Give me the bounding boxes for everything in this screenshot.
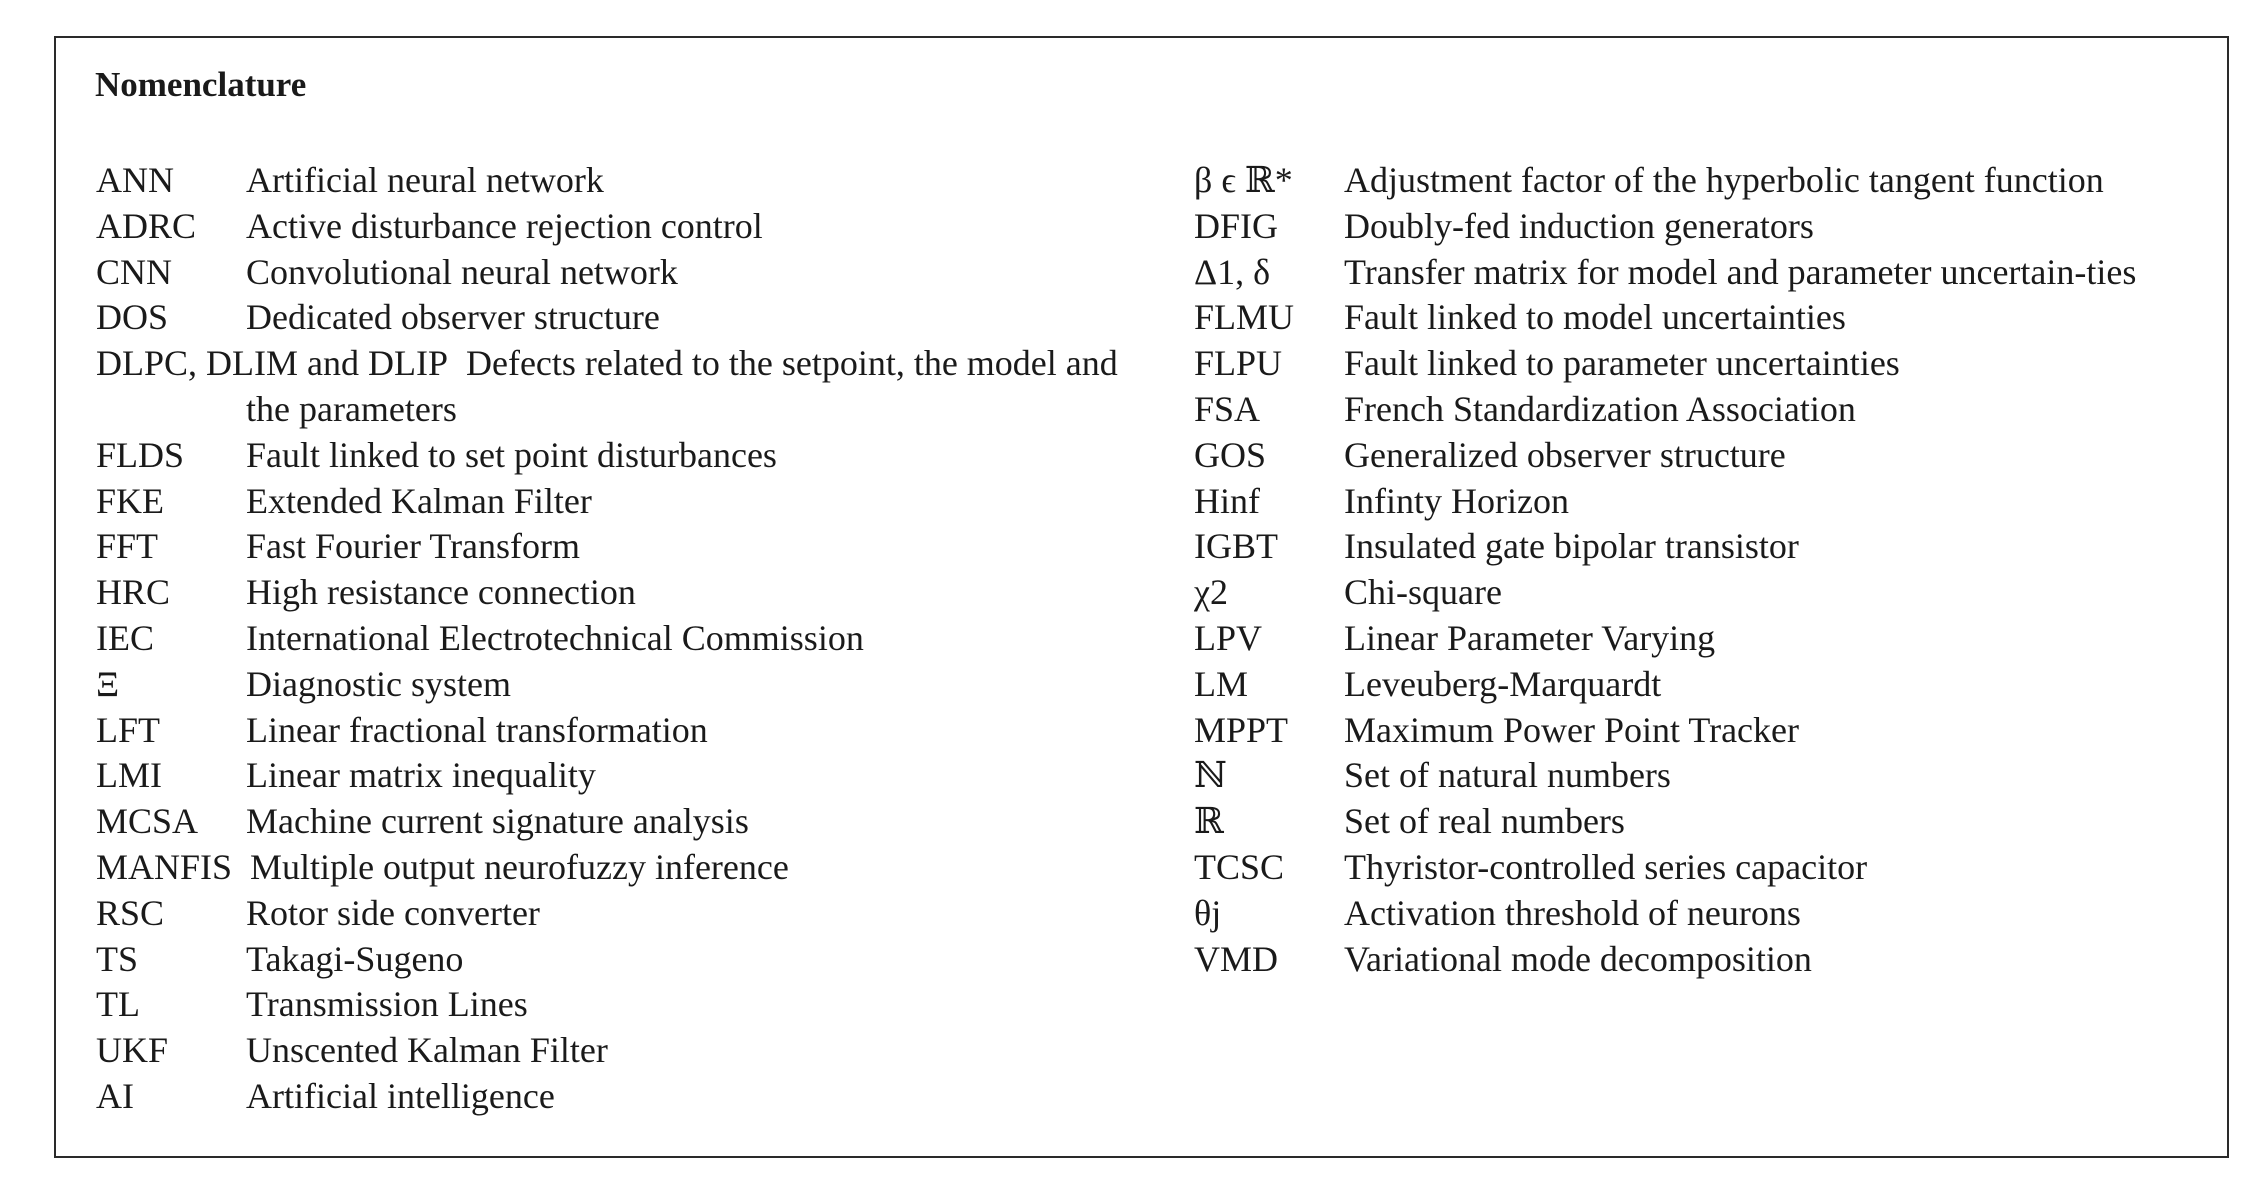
nomenclature-entry — [96, 799, 1126, 845]
nomenclature-entry — [96, 250, 1126, 296]
abbreviation: CNN — [96, 251, 173, 292]
abbreviation: LM — [1194, 663, 1248, 704]
definition: Convolutional neural network — [246, 251, 678, 292]
nomenclature-entry — [96, 204, 1126, 250]
definition: Active disturbance rejection control — [246, 205, 763, 246]
nomenclature-entry — [1194, 204, 2204, 250]
abbreviation: FSA — [1194, 388, 1261, 429]
abbreviation: MCSA — [96, 801, 199, 842]
nomenclature-entry — [1194, 753, 2204, 799]
abbreviation: IEC — [96, 617, 154, 658]
abbreviation: UKF — [96, 1030, 169, 1071]
nomenclature-entry — [96, 479, 1126, 525]
nomenclature-entry — [96, 158, 1126, 204]
definition: Fault linked to parameter uncertainties — [1344, 343, 1900, 384]
abbreviation: AI — [96, 1075, 134, 1116]
definition: Rotor side converter — [246, 892, 540, 933]
nomenclature-entry — [96, 891, 1126, 937]
definition: Infinty Horizon — [1344, 480, 1569, 521]
definition: Unscented Kalman Filter — [246, 1030, 608, 1071]
abbreviation: MANFIS — [96, 846, 233, 887]
definition: Insulated gate bipolar transistor — [1344, 526, 1799, 567]
nomenclature-entry — [1194, 250, 2204, 296]
abbreviation: TCSC — [1194, 846, 1285, 887]
abbreviation: χ2 — [1194, 572, 1228, 613]
nomenclature-entry — [96, 295, 1126, 341]
abbreviation: FLPU — [1194, 343, 1283, 384]
nomenclature-entry — [1194, 433, 2204, 479]
nomenclature-entry — [96, 433, 1126, 479]
abbreviation: IGBT — [1194, 526, 1278, 567]
abbreviation: MPPT — [1194, 709, 1289, 750]
definition: Fault linked to set point disturbances — [246, 434, 777, 475]
nomenclature-entry — [96, 616, 1126, 662]
definition: Artificial intelligence — [246, 1075, 555, 1116]
definition: Takagi-Sugeno — [246, 938, 464, 979]
nomenclature-entry — [1194, 341, 2204, 387]
definition: Fault linked to model uncertainties — [1344, 297, 1846, 338]
definition: High resistance connection — [246, 572, 636, 613]
abbreviation: TL — [96, 984, 140, 1025]
abbreviation: θj — [1194, 892, 1222, 933]
abbreviation: TS — [96, 938, 139, 979]
abbreviation: FKE — [96, 480, 165, 521]
definition: French Standardization Association — [1344, 388, 1856, 429]
nomenclature-entry — [1194, 524, 2204, 570]
definition: Thyristor-controlled series capacitor — [1344, 846, 1868, 887]
definition: Chi-square — [1344, 572, 1502, 613]
abbreviation: LFT — [96, 709, 161, 750]
nomenclature-entry — [96, 708, 1126, 754]
definition: Defects related to the setpoint, the model and the parameters — [246, 343, 1118, 429]
nomenclature-entry — [96, 570, 1126, 616]
abbreviation: ANN — [96, 160, 174, 200]
definition: Transmission Lines — [246, 984, 528, 1025]
nomenclature-entry — [1194, 479, 2204, 525]
abbreviation: LMI — [96, 755, 162, 796]
nomenclature-entry — [1194, 937, 2204, 983]
nomenclature-entry — [96, 662, 1126, 708]
definition: Extended Kalman Filter — [246, 480, 592, 521]
nomenclature-left-column — [96, 158, 1126, 1120]
nomenclature-entry — [96, 753, 1126, 799]
abbreviation: DFIG — [1194, 205, 1279, 246]
abbreviation: FFT — [96, 526, 159, 567]
definition: Multiple output neurofuzzy inference — [250, 846, 789, 887]
abbreviation: FLMU — [1194, 297, 1295, 338]
abbreviation: VMD — [1194, 938, 1279, 979]
nomenclature-entry — [1194, 295, 2204, 341]
abbreviation: ADRC — [96, 205, 197, 246]
abbreviation: FLDS — [96, 434, 185, 475]
abbreviation: DLPC, DLIM and DLIP — [96, 343, 448, 384]
definition: Leveuberg-Marquardt — [1344, 663, 1662, 704]
nomenclature-entry — [1194, 387, 2204, 433]
nomenclature-entry — [96, 845, 1126, 891]
nomenclature-entry — [96, 524, 1126, 570]
nomenclature-entry — [1194, 845, 2204, 891]
nomenclature-entry — [96, 1074, 1126, 1120]
nomenclature-entry — [96, 1028, 1126, 1074]
definition: Set of natural numbers — [1344, 755, 1671, 796]
abbreviation: ℕ — [1194, 755, 1227, 796]
definition: Linear fractional transformation — [246, 709, 708, 750]
abbreviation: Δ1, δ — [1194, 251, 1271, 292]
definition: Generalized observer structure — [1344, 434, 1786, 475]
definition: Diagnostic system — [246, 663, 511, 704]
nomenclature-entry — [96, 341, 1126, 433]
definition: Doubly-fed induction generators — [1344, 205, 1814, 246]
definition: Fast Fourier Transform — [246, 526, 581, 567]
abbreviation: GOS — [1194, 434, 1267, 475]
abbreviation: RSC — [96, 892, 165, 933]
abbreviation: Ξ — [96, 663, 120, 704]
abbreviation: Hinf — [1194, 480, 1260, 521]
definition: Activation threshold of neurons — [1344, 892, 1801, 933]
definition: Linear Parameter Varying — [1344, 617, 1716, 658]
nomenclature-entry — [1194, 891, 2204, 937]
definition: Dedicated observer structure — [246, 297, 660, 338]
definition: Adjustment factor of the hyperbolic tangent function — [1344, 160, 2104, 200]
nomenclature-entry — [96, 982, 1126, 1028]
definition: Maximum Power Point Tracker — [1344, 709, 1799, 750]
definition: Variational mode decomposition — [1344, 938, 1812, 979]
nomenclature-entry — [1194, 662, 2204, 708]
nomenclature-entry — [1194, 158, 2204, 204]
abbreviation: LPV — [1194, 617, 1263, 658]
abbreviation: HRC — [96, 572, 171, 613]
abbreviation: DOS — [96, 297, 169, 338]
nomenclature-title: Nomenclature — [95, 65, 307, 104]
nomenclature-entry — [1194, 616, 2204, 662]
nomenclature-entry — [1194, 570, 2204, 616]
definition: Artificial neural network — [246, 160, 604, 200]
definition: Transfer matrix for model and parameter uncertain-ties — [1344, 251, 2137, 292]
nomenclature-right-column — [1194, 158, 2204, 982]
definition: Linear matrix inequality — [246, 755, 596, 796]
abbreviation: ℝ — [1194, 801, 1224, 842]
definition: International Electrotechnical Commission — [246, 617, 864, 658]
nomenclature-entry — [1194, 708, 2204, 754]
nomenclature-entry — [1194, 799, 2204, 845]
nomenclature-entry — [96, 937, 1126, 983]
abbreviation: β ϵ ℝ* — [1194, 160, 1293, 200]
definition: Set of real numbers — [1344, 801, 1625, 842]
definition: Machine current signature analysis — [246, 801, 749, 842]
